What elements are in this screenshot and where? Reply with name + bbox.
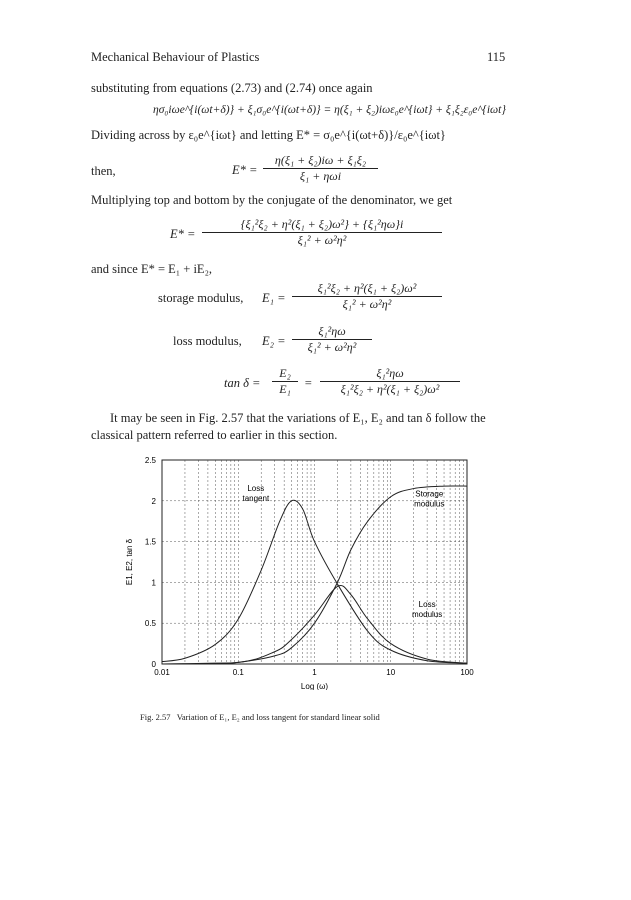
y-axis-label: E1, E2, tan δ xyxy=(125,538,134,586)
tan-denominator-1: E₁ xyxy=(279,382,291,396)
series-label-loss-modulus: Loss xyxy=(418,599,436,609)
series-label-loss-tangent: tangent xyxy=(242,494,270,504)
eq2-denominator: ξ₁ + ηωi xyxy=(299,169,342,183)
storage-denominator: ξ₁² + ω²η² xyxy=(342,297,392,311)
tan-numerator-1: E₂ xyxy=(272,366,298,382)
eq3-lhs: E* = xyxy=(170,227,196,241)
tan-lhs: tan δ = xyxy=(224,376,261,390)
caption-label: Fig. 2.57 xyxy=(140,712,171,722)
series-label-storage-modulus: modulus xyxy=(414,499,445,509)
eq2-numerator: η(ξ₁ + ξ₂)iω + ξ₁ξ₂ xyxy=(263,153,378,169)
page-number: 115 xyxy=(487,50,506,64)
storage-fraction xyxy=(292,281,442,312)
chart-figure-2-57 xyxy=(0,450,631,690)
eq2-lhs: E* = xyxy=(232,163,258,177)
then-label: then, xyxy=(91,164,116,178)
eq3-fraction xyxy=(202,217,442,248)
eq3-numerator: {ξ₁²ξ₂ + η²(ξ₁ + ξ₂)ω²} + {ξ₁²ηω}i xyxy=(202,217,442,233)
tan-fraction-1 xyxy=(272,366,298,397)
loss-fraction xyxy=(292,324,372,355)
x-axis-label: Log (ω) xyxy=(300,682,329,690)
loss-lhs: E₂ = xyxy=(262,334,286,348)
y-tick-label: 1.5 xyxy=(144,537,156,547)
series-label-loss-modulus: modulus xyxy=(412,609,443,619)
text-line-dividing: Dividing across by ε₀e^{iωt} and letting E* = σ₀e^{i(ωt+δ)}/ε₀e^{iωt} xyxy=(91,128,446,142)
y-tick-label: 2.5 xyxy=(144,456,156,465)
figure-caption xyxy=(140,712,380,722)
tan-denominator-2: ξ₁²ξ₂ + η²(ξ₁ + ξ₂)ω² xyxy=(340,382,440,396)
x-tick-label: 0.01 xyxy=(154,668,170,677)
y-tick-label: 2 xyxy=(151,496,156,506)
series-label-storage-modulus: Storage xyxy=(415,489,444,499)
loss-label: loss modulus, xyxy=(173,334,242,348)
tan-numerator-2: ξ₁²ηω xyxy=(320,366,460,382)
x-ticks xyxy=(154,668,474,677)
paragraph-line-2: classical pattern referred to earlier in this section. xyxy=(91,428,338,442)
y-tick-label: 0.5 xyxy=(144,619,156,629)
y-ticks xyxy=(145,456,157,669)
y-tick-label: 0 xyxy=(151,660,156,669)
equation-1: ησ₀iωe^{i(ωt+δ)} + ξ₁σ₀e^{i(ωt+δ)} = η(ξ₁ + ξ₂)iωε₀e^{iωt} + ξ₁ξ₂ε₀e^{iωt} xyxy=(153,104,506,116)
text-line-substituting: substituting from equations (2.73) and (2.74) once again xyxy=(91,81,373,95)
y-tick-label: 1 xyxy=(151,578,156,588)
x-tick-label: 0.1 xyxy=(232,668,244,677)
storage-label: storage modulus, xyxy=(158,291,244,305)
caption-text: Variation of E₁, E₂ and loss tangent for standard linear solid xyxy=(176,712,380,722)
eq2-fraction xyxy=(263,153,378,184)
series-labels xyxy=(242,484,444,619)
x-tick-label: 1 xyxy=(312,668,317,677)
running-title: Mechanical Behaviour of Plastics xyxy=(91,50,260,64)
tan-equals: = xyxy=(304,376,313,390)
text-line-since: and since E* = E₁ + iE₂, xyxy=(91,262,213,276)
text-line-multiplying: Multiplying top and bottom by the conjugate of the denominator, we get xyxy=(91,193,453,207)
eq3-denominator: ξ₁² + ω²η² xyxy=(297,233,347,247)
storage-lhs: E₁ = xyxy=(262,291,286,305)
storage-numerator: ξ₁²ξ₂ + η²(ξ₁ + ξ₂)ω² xyxy=(292,281,442,297)
x-tick-label: 10 xyxy=(386,668,396,677)
loss-denominator: ξ₁² + ω²η² xyxy=(307,340,357,354)
loss-numerator: ξ₁²ηω xyxy=(292,324,372,340)
x-tick-label: 100 xyxy=(460,668,474,677)
paragraph-line-1: It may be seen in Fig. 2.57 that the variations of E₁, E₂ and tan δ follow the xyxy=(110,411,486,425)
tan-fraction-2 xyxy=(320,366,460,397)
series-label-loss-tangent: Loss xyxy=(247,484,265,494)
